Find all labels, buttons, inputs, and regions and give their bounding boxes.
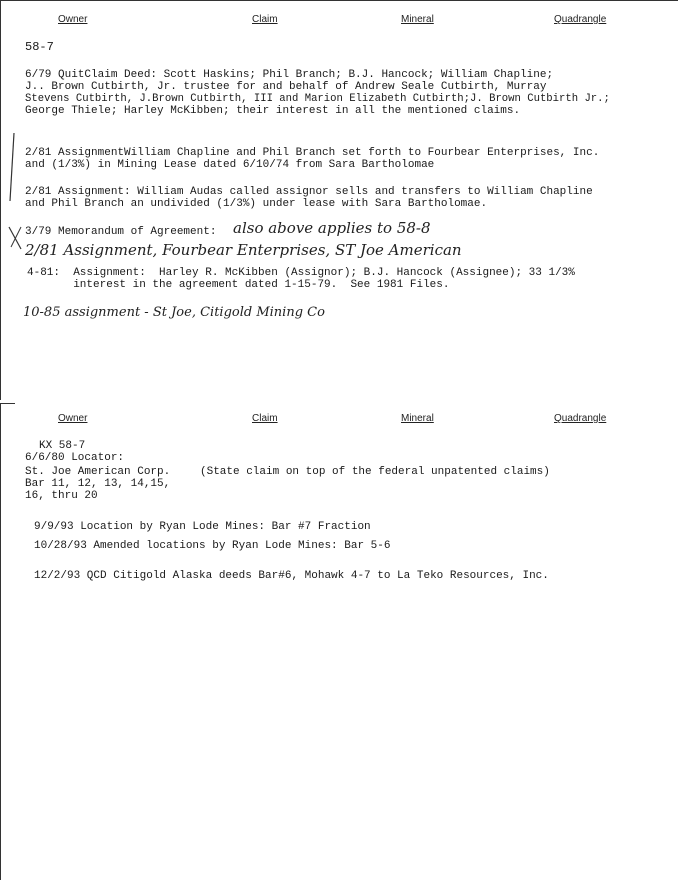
owner-header: Owner: [58, 413, 88, 424]
owner-header: Owner: [58, 14, 88, 25]
owner-line: St. Joe American Corp.: [25, 466, 171, 478]
entry-line: 12/2/93 QCD Citigold Alaska deeds Bar#6, Mohawk 4-7 to La Teko Resources, Inc.: [34, 570, 549, 582]
entry-line: Stevens Cutbirth, J.Brown Cutbirth, III and Marion Elizabeth Cutbirth;J. Brown Cutbirth Jr.;: [25, 93, 610, 105]
mineral-header: Mineral: [401, 14, 434, 25]
entry-line: 10/28/93 Amended locations by Ryan Lode Mines: Bar 5-6: [34, 540, 391, 552]
quadrangle-header: Quadrangle: [554, 413, 607, 424]
claim-header: Claim: [252, 14, 278, 25]
bottom-record-card: [0, 403, 678, 880]
entry-line: 2/81 AssignmentWilliam Chapline and Phil Branch set forth to Fourbear Enterprises, Inc.: [25, 147, 600, 159]
entry-line: and Phil Branch an undivided (1/3%) under lease with Sara Bartholomae.: [25, 198, 488, 210]
owner-line: Bar 11, 12, 13, 14,15,: [25, 478, 171, 490]
entry-line: 2/81 Assignment: William Audas called assignor sells and transfers to William Chapline: [25, 186, 593, 198]
entry-line: George Thiele; Harley McKibben; their interest in all the mentioned claims.: [25, 105, 521, 117]
entry-line: 6/79 QuitClaim Deed: Scott Haskins; Phil Branch; B.J. Hancock; William Chapline;: [25, 69, 554, 81]
entry-line: 3/79 Memorandum of Agreement:: [25, 226, 217, 238]
entry-line: J.. Brown Cutbirth, Jr. trustee for and behalf of Andrew Seale Cutbirth, Murray: [25, 81, 547, 93]
divider: [1, 403, 15, 404]
claim-header: Claim: [252, 413, 278, 424]
handwritten-note: 10-85 assignment - St Joe, Citigold Mining Co: [23, 305, 325, 320]
owner-line: 16, thru 20: [25, 490, 98, 502]
margin-bracket-mark: [5, 131, 25, 271]
entry-line: 4-81: Assignment: Harley R. McKibben (Assignor); B.J. Hancock (Assignee); 33 1/3%: [27, 267, 575, 279]
mineral-header: Mineral: [401, 413, 434, 424]
record-id: KX 58-7: [39, 440, 86, 452]
top-record-card: [0, 0, 678, 400]
entry-line: and (1/3%) in Mining Lease dated 6/10/74 from Sara Bartholomae: [25, 159, 435, 171]
quadrangle-header: Quadrangle: [554, 14, 607, 25]
handwritten-note: also above applies to 58-8: [233, 219, 431, 237]
state-claim-note: (State claim on top of the federal unpatented claims): [200, 466, 550, 478]
handwritten-note: 2/81 Assignment, Fourbear Enterprises, ST Joe American: [25, 241, 462, 259]
locator-date: 6/6/80 Locator:: [25, 452, 125, 464]
entry-line: interest in the agreement dated 1-15-79. See 1981 Files.: [27, 279, 450, 291]
record-id: 58-7: [25, 40, 54, 54]
entry-line: 9/9/93 Location by Ryan Lode Mines: Bar #7 Fraction: [34, 521, 371, 533]
